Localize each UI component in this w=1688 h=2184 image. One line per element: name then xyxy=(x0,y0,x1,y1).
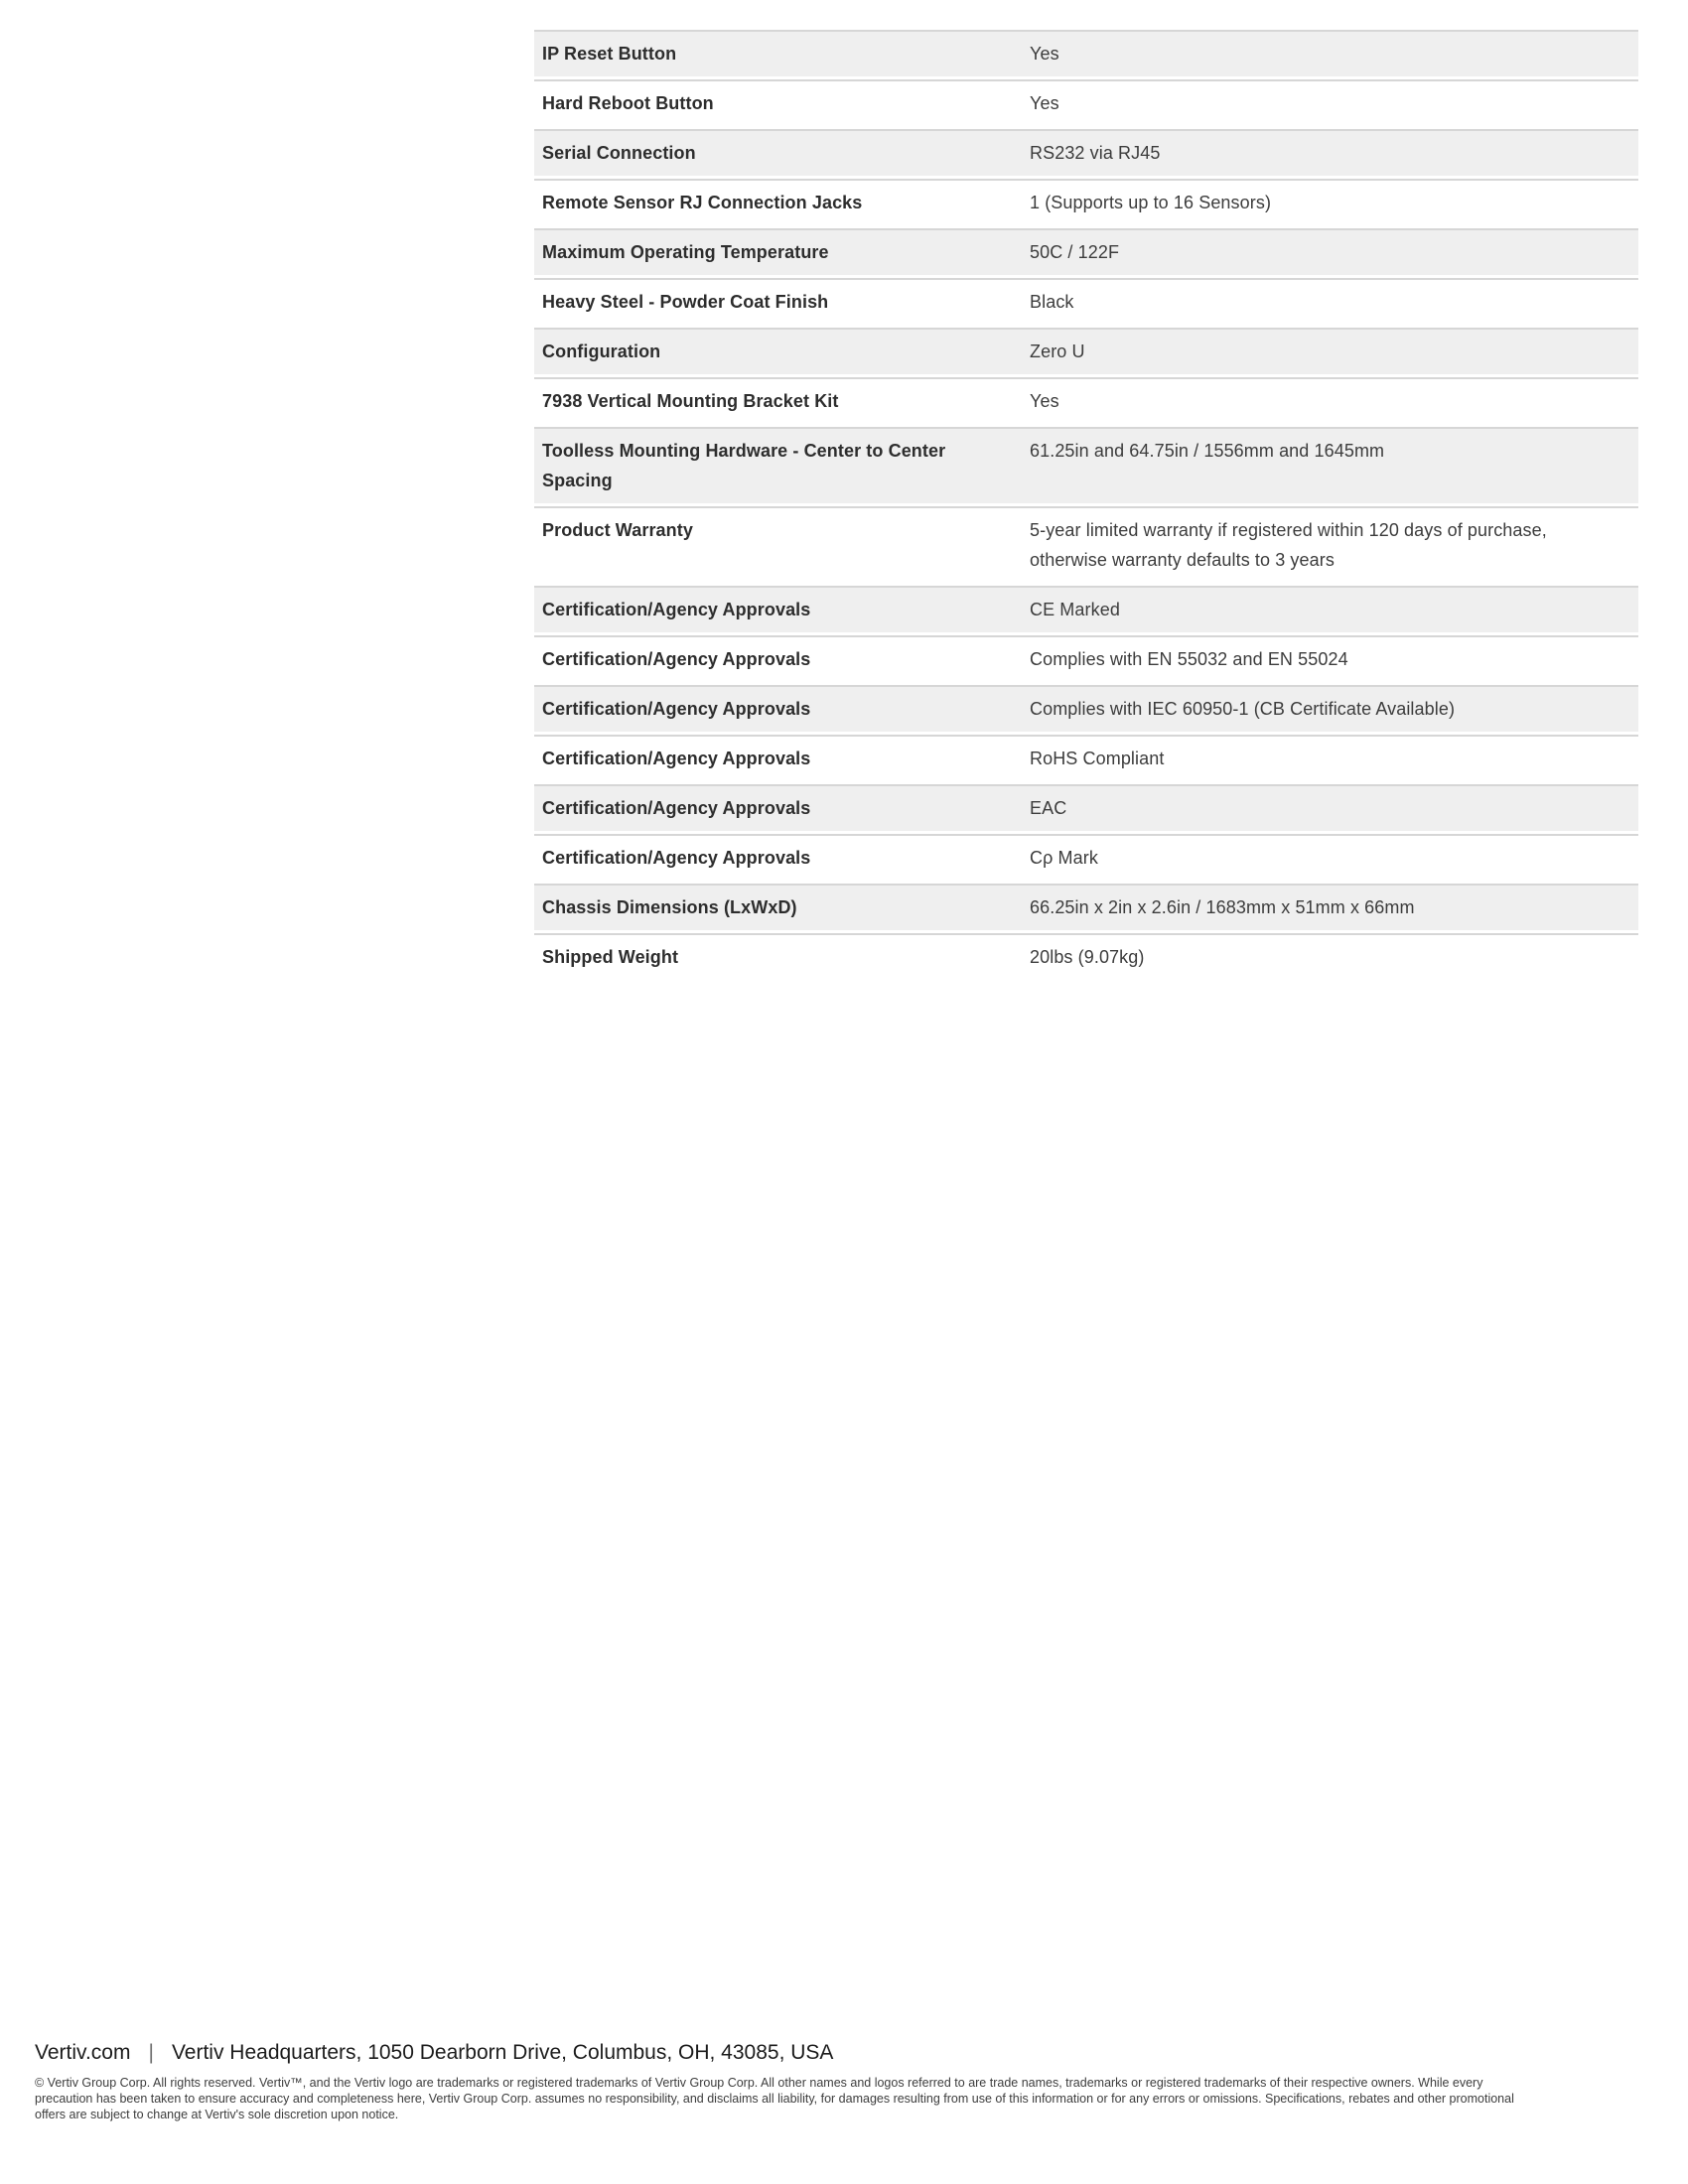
spec-value: Yes xyxy=(1030,391,1059,411)
spec-value: Zero U xyxy=(1030,341,1085,361)
spec-value: Yes xyxy=(1030,44,1059,64)
spec-label: Configuration xyxy=(542,341,661,361)
spec-value: 61.25in and 64.75in / 1556mm and 1645mm xyxy=(1030,441,1385,461)
spec-label: IP Reset Button xyxy=(542,44,677,64)
spec-value: Complies with EN 55032 and EN 55024 xyxy=(1030,649,1348,669)
spec-value: 50C / 122F xyxy=(1030,242,1120,262)
spec-label: Certification/Agency Approvals xyxy=(542,649,811,669)
spec-value: RoHS Compliant xyxy=(1030,749,1165,768)
spec-value: 20lbs (9.07kg) xyxy=(1030,947,1145,967)
footer xyxy=(35,2041,833,2065)
spec-label: Product Warranty xyxy=(542,520,693,540)
table-row xyxy=(534,735,1638,781)
table-row xyxy=(534,933,1638,980)
table-row xyxy=(534,685,1638,732)
spec-label: Certification/Agency Approvals xyxy=(542,798,811,818)
spec-value: Yes xyxy=(1030,93,1059,113)
table-row xyxy=(534,635,1638,682)
table-row xyxy=(534,228,1638,275)
table-row xyxy=(534,506,1638,583)
table-row xyxy=(534,427,1638,503)
footer-address: Vertiv Headquarters, 1050 Dearborn Drive, Columbus, OH, 43085, USA xyxy=(171,2041,834,2064)
table-row xyxy=(534,79,1638,126)
table-row xyxy=(534,834,1638,881)
spec-label: Certification/Agency Approvals xyxy=(542,600,811,619)
spec-label: Chassis Dimensions (LxWxD) xyxy=(542,897,797,917)
spec-label: Certification/Agency Approvals xyxy=(542,749,811,768)
spec-value: EAC xyxy=(1030,798,1067,818)
table-row xyxy=(534,129,1638,176)
legal-line: precaution has been taken to ensure accuracy and completeness here, Vertiv Group Corp. assumes no responsibility, and disclaims all liability, for damages resulting from use of this information or for any errors or omissions. Specifications, rebates and other promotional xyxy=(35,2092,1514,2106)
legal-line: offers are subject to change at Vertiv's sole discretion upon notice. xyxy=(35,2108,399,2121)
table-row xyxy=(534,30,1638,76)
spec-label: Shipped Weight xyxy=(542,947,679,967)
table-row xyxy=(534,278,1638,325)
table-row xyxy=(534,179,1638,225)
footer-separator: | xyxy=(148,2041,154,2064)
spec-label: 7938 Vertical Mounting Bracket Kit xyxy=(542,391,839,411)
spec-label: Maximum Operating Temperature xyxy=(542,242,829,262)
spec-label: Remote Sensor RJ Connection Jacks xyxy=(542,193,863,212)
specifications-table xyxy=(534,30,1638,980)
spec-value: Cρ Mark xyxy=(1030,848,1098,868)
spec-value: Black xyxy=(1030,292,1074,312)
legal-disclaimer xyxy=(35,2075,1638,2122)
spec-label: Hard Reboot Button xyxy=(542,93,714,113)
legal-line: © Vertiv Group Corp. All rights reserved. Vertiv™, and the Vertiv logo are trademarks or registered trademarks of Vertiv Group Corp. All other names and logos referred to are trade names, trademarks or registered trademarks of their respective owners. While every xyxy=(35,2076,1483,2090)
spec-value: 1 (Supports up to 16 Sensors) xyxy=(1030,193,1272,212)
spec-label: Certification/Agency Approvals xyxy=(542,699,811,719)
table-row xyxy=(534,884,1638,930)
table-row xyxy=(534,377,1638,424)
spec-label: Toolless Mounting Hardware - Center to Center Spacing xyxy=(542,441,946,490)
spec-value: 66.25in x 2in x 2.6in / 1683mm x 51mm x 66mm xyxy=(1030,897,1415,917)
spec-label: Serial Connection xyxy=(542,143,696,163)
spec-label: Certification/Agency Approvals xyxy=(542,848,811,868)
table-row xyxy=(534,586,1638,632)
spec-label: Heavy Steel - Powder Coat Finish xyxy=(542,292,829,312)
spec-value: 5-year limited warranty if registered within 120 days of purchase, otherwise warranty defaults to 3 years xyxy=(1030,520,1547,570)
spec-value: RS232 via RJ45 xyxy=(1030,143,1161,163)
spec-value: Complies with IEC 60950-1 (CB Certificate Available) xyxy=(1030,699,1456,719)
spec-value: CE Marked xyxy=(1030,600,1120,619)
vertiv-website-link[interactable]: Vertiv.com xyxy=(35,2041,131,2064)
table-row xyxy=(534,784,1638,831)
table-row xyxy=(534,328,1638,374)
